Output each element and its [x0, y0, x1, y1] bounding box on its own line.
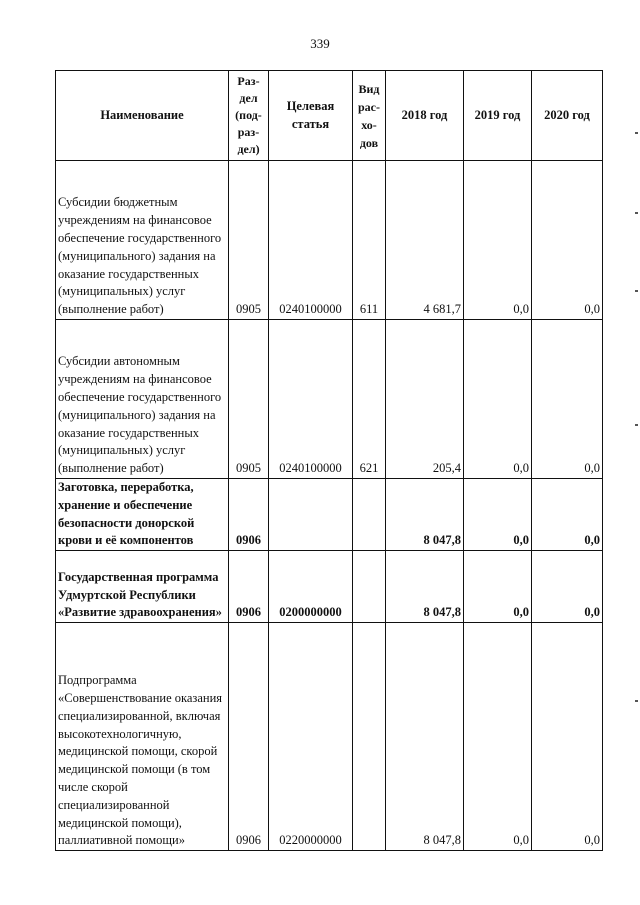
row-section: 0906: [229, 551, 269, 623]
row-section: 0905: [229, 161, 269, 320]
header-name: Наименование: [56, 71, 229, 161]
table-row: [56, 623, 603, 851]
row-name: Заготовка, переработка, хранение и обеспечение безопасности донорской крови и её компонентов: [56, 479, 229, 551]
row-2019: 0,0: [464, 623, 532, 851]
row-section: 0905: [229, 320, 269, 479]
row-2018: 8 047,8: [386, 551, 464, 623]
row-2019: 0,0: [464, 161, 532, 320]
row-section: 0906: [229, 623, 269, 851]
table-row: [56, 551, 603, 623]
binding-mark: [635, 132, 638, 134]
row-2018: 8 047,8: [386, 623, 464, 851]
row-2019: 0,0: [464, 479, 532, 551]
binding-mark: [635, 290, 638, 292]
row-type: [353, 551, 386, 623]
page-number: 339: [310, 36, 330, 51]
binding-mark: [635, 424, 638, 426]
header-2020: 2020 год: [532, 71, 603, 161]
table-row: [56, 161, 603, 320]
row-target: [269, 479, 353, 551]
header-2018: 2018 год: [386, 71, 464, 161]
row-target: 0240100000: [269, 320, 353, 479]
row-2018: 205,4: [386, 320, 464, 479]
row-name: Подпрограмма «Совершенствование оказания специализированной, включая высокотехнологичную, медицинской помощи, скорой медицинской помощи (в том числе скорой специализированной медицинской помощи), паллиативной помощи»: [56, 623, 229, 851]
row-2019: 0,0: [464, 551, 532, 623]
header-row: [56, 71, 603, 161]
row-name: Субсидии бюджетным учреждениям на финансовое обеспечение государственного (муниципального) задания на оказание государственных (муниципальных) услуг (выполнение работ): [56, 161, 229, 320]
row-2019: 0,0: [464, 320, 532, 479]
header-section: Раз- дел (под- раз- дел): [229, 71, 269, 161]
row-2020: 0,0: [532, 161, 603, 320]
row-2020: 0,0: [532, 623, 603, 851]
header-target: Целевая статья: [269, 71, 353, 161]
row-target: 0200000000: [269, 551, 353, 623]
row-2018: 8 047,8: [386, 479, 464, 551]
table-row: [56, 479, 603, 551]
row-2018: 4 681,7: [386, 161, 464, 320]
header-type: Вид рас- хо- дов: [353, 71, 386, 161]
row-target: 0240100000: [269, 161, 353, 320]
row-2020: 0,0: [532, 551, 603, 623]
row-section: 0906: [229, 479, 269, 551]
header-2019: 2019 год: [464, 71, 532, 161]
row-type: [353, 623, 386, 851]
row-name: Субсидии автономным учреждениям на финансовое обеспечение государственного (муниципального) задания на оказание государственных (муниципальных) услуг (выполнение работ): [56, 320, 229, 479]
table-row: [56, 320, 603, 479]
row-type: 621: [353, 320, 386, 479]
row-type: [353, 479, 386, 551]
row-target: 0220000000: [269, 623, 353, 851]
binding-mark: [635, 700, 638, 702]
row-2020: 0,0: [532, 320, 603, 479]
row-2020: 0,0: [532, 479, 603, 551]
budget-table: [55, 70, 603, 851]
row-type: 611: [353, 161, 386, 320]
binding-mark: [635, 212, 638, 214]
row-name: Государственная программа Удмуртской Республики «Развитие здравоохранения»: [56, 551, 229, 623]
